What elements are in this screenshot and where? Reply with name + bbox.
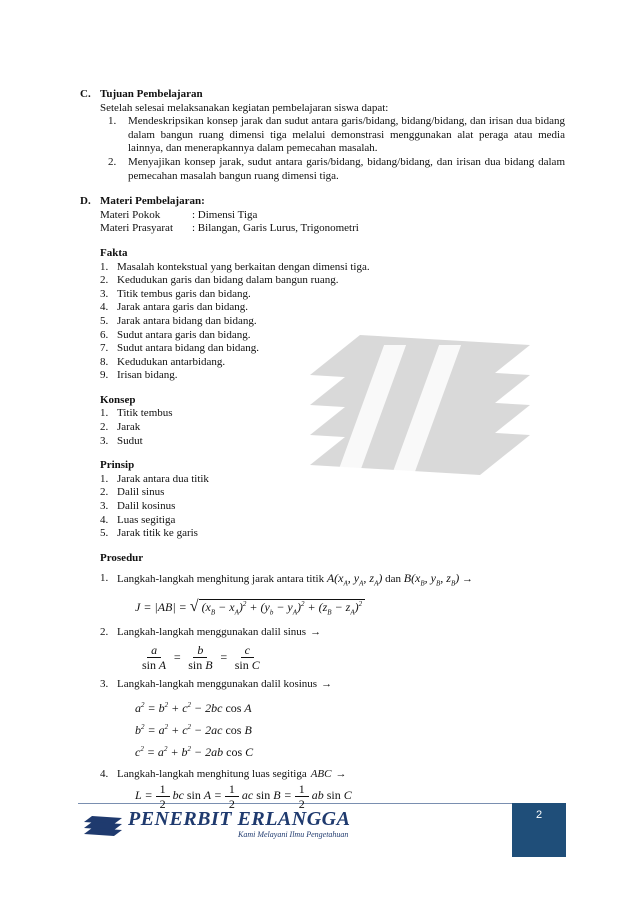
prinsip-heading: Prinsip bbox=[100, 459, 135, 472]
distance-formula: J = |AB| = √ $(x_B - x_A)^2 + (y_b - y_A)^2 + (z_B - z_A)^2$ bbox=[100, 598, 565, 620]
step-4-text: Langkah-langkah menghitung luas segitiga bbox=[117, 767, 307, 780]
list-item bbox=[100, 500, 565, 514]
list-number: 4. bbox=[100, 767, 109, 780]
list-number: 1. bbox=[100, 472, 109, 485]
list-text: Kedudukan garis dan bidang dalam bangun ruang. bbox=[117, 274, 339, 287]
section-d-body bbox=[80, 209, 565, 811]
konsep-list bbox=[100, 407, 565, 448]
list-number: 2. bbox=[100, 421, 109, 434]
list-number: 5. bbox=[100, 527, 109, 540]
list-number: 1. bbox=[100, 572, 109, 585]
list-item bbox=[100, 407, 565, 421]
list-text: Sudut antara garis dan bidang. bbox=[117, 328, 251, 341]
arrow-icon: → bbox=[310, 625, 322, 638]
materi-pokok-value: : Dimensi Tiga bbox=[192, 208, 258, 221]
konsep-heading: Konsep bbox=[100, 393, 136, 406]
list-number: 2. bbox=[100, 274, 109, 287]
list-number: 6. bbox=[100, 328, 109, 341]
arrow-icon: → bbox=[335, 767, 347, 780]
list-number: 1. bbox=[100, 260, 109, 273]
list-text: Luas segitiga bbox=[117, 513, 176, 526]
list-item bbox=[100, 261, 565, 275]
list-number: 2. bbox=[100, 625, 109, 638]
cosine-rule-formula: $a^2 = b^2 + c^2 - 2bc$ cos A $b^2 = a^2 + c^2 - 2ac$ cos B $c^2 = a^2 + b^2 - 2ab$ cos C bbox=[135, 700, 254, 759]
list-text: Jarak bbox=[117, 421, 141, 434]
page-number-text: 2 bbox=[535, 809, 543, 821]
objective-text: Mendeskripsikan konsep jarak dan sudut antara garis/bidang, bidang/bidang, dan irisan dua bidang dalam bangun ruang dimensi tiga melalui demonstrasi menggunakan alat peraga atau media lainnya, dan menerapkannya dalam pemecahan masalah. bbox=[128, 115, 565, 155]
list-text: Jarak antara bidang dan bidang. bbox=[117, 314, 257, 327]
arrow-icon: → bbox=[321, 678, 333, 691]
objective-number: 2. bbox=[108, 155, 117, 168]
list-item bbox=[100, 514, 565, 528]
list-number: 4. bbox=[100, 513, 109, 526]
prosedur-step-1 bbox=[100, 569, 565, 593]
section-d-title: Materi Pembelajaran: bbox=[100, 195, 205, 208]
list-number: 4. bbox=[100, 301, 109, 314]
prosedur-step-2 bbox=[100, 626, 565, 640]
list-text: Jarak titik ke garis bbox=[117, 527, 198, 540]
list-item bbox=[100, 356, 565, 370]
list-number: 3. bbox=[100, 287, 109, 300]
objective-item bbox=[100, 156, 565, 183]
list-text: Sudut antara bidang dan bidang. bbox=[117, 342, 260, 355]
materi-pokok-row bbox=[100, 209, 565, 223]
section-d-heading bbox=[80, 195, 565, 209]
objective-number: 1. bbox=[108, 115, 117, 128]
list-text: Titik tembus garis dan bidang. bbox=[117, 287, 251, 300]
list-text: Irisan bidang. bbox=[117, 369, 178, 382]
step-2-text: Langkah-langkah menggunakan dalil sinus bbox=[117, 625, 307, 638]
materi-prasyarat-value: : Bilangan, Garis Lurus, Trigonometri bbox=[192, 222, 359, 235]
list-text: Dalil kosinus bbox=[117, 500, 176, 513]
list-text: Sudut bbox=[117, 434, 143, 447]
list-item bbox=[100, 329, 565, 343]
triangle-area-formula: L = $\frac{1}{2}$ bc sin A = $\frac{1}{2}$ ac sin B = $\frac{1}{2}$ ab sin C bbox=[135, 781, 352, 811]
prosedur-step-3 bbox=[100, 678, 565, 692]
materi-pokok-label: Materi Pokok bbox=[100, 208, 161, 221]
list-number: 8. bbox=[100, 355, 109, 368]
list-text: Dalil sinus bbox=[117, 486, 165, 499]
list-item bbox=[100, 288, 565, 302]
fakta-heading: Fakta bbox=[100, 246, 128, 259]
footer-tagline: Kami Melayani Ilmu Pengetahuan bbox=[238, 829, 349, 839]
materi-prasyarat-row bbox=[100, 222, 565, 236]
section-c-body bbox=[80, 102, 565, 184]
list-number: 5. bbox=[100, 314, 109, 327]
point-b-formula: $B(x_B$, $y_B$, $z_B$) bbox=[403, 571, 460, 588]
sine-rule-formula: $\frac{a}{\text{sin A}}$ = $\frac{b}{\text{sin B}}$ = $\frac{c}{\text{sin C}}$ bbox=[142, 643, 260, 673]
list-number: 3. bbox=[100, 500, 109, 513]
prosedur-heading: Prosedur bbox=[100, 551, 144, 564]
list-number: 3. bbox=[100, 434, 109, 447]
list-number: 7. bbox=[100, 342, 109, 355]
list-item bbox=[100, 473, 565, 487]
list-number: 3. bbox=[100, 678, 109, 691]
prosedur-step-text bbox=[117, 569, 473, 593]
list-number: 2. bbox=[100, 486, 109, 499]
footer-brand: PENERBIT ERLANGGA bbox=[128, 807, 351, 830]
section-c-intro: Setelah selesai melaksanakan kegiatan pembelajaran siswa dapat: bbox=[100, 101, 389, 114]
point-a-formula: $A(x_A$, $y_A$, $z_A$) bbox=[326, 571, 383, 588]
step-1-and: dan bbox=[385, 573, 401, 586]
list-text: Jarak antara dua titik bbox=[117, 472, 209, 485]
prinsip-list bbox=[100, 473, 565, 541]
list-text: Titik tembus bbox=[117, 407, 173, 420]
section-c-letter: C. bbox=[80, 88, 91, 100]
section-c-title: Tujuan Pembelajaran bbox=[100, 88, 203, 100]
objective-item bbox=[100, 115, 565, 156]
list-item bbox=[100, 421, 565, 435]
list-text: Jarak antara garis dan bidang. bbox=[117, 301, 249, 314]
section-c-heading bbox=[80, 88, 565, 102]
list-text: Kedudukan antarbidang. bbox=[117, 355, 226, 368]
list-item bbox=[100, 435, 565, 449]
arrow-icon: → bbox=[461, 573, 473, 586]
list-item bbox=[100, 342, 565, 356]
list-item bbox=[100, 274, 565, 288]
list-text: Masalah kontekstual yang berkaitan dengan dimensi tiga. bbox=[117, 260, 370, 273]
list-item bbox=[100, 315, 565, 329]
step-3-text: Langkah-langkah menggunakan dalil kosinus bbox=[117, 678, 318, 691]
section-d-letter: D. bbox=[80, 195, 91, 208]
objective-text: Menyajikan konsep jarak, sudut antara garis/bidang, bidang/bidang, dan irisan dua bidang dalam pemecahan masalah bangun ruang dimensi tiga. bbox=[128, 155, 565, 182]
list-item bbox=[100, 369, 565, 383]
list-item bbox=[100, 301, 565, 315]
triangle-name: ABC bbox=[310, 767, 332, 780]
list-item bbox=[100, 527, 565, 541]
prosedur-step-4 bbox=[100, 768, 565, 782]
list-number: 9. bbox=[100, 369, 109, 382]
list-item bbox=[100, 486, 565, 500]
list-number: 1. bbox=[100, 407, 109, 420]
materi-prasyarat-label: Materi Prasyarat bbox=[100, 222, 173, 235]
fakta-list bbox=[100, 261, 565, 383]
step-1-text: Langkah-langkah menghitung jarak antara titik bbox=[117, 573, 325, 586]
